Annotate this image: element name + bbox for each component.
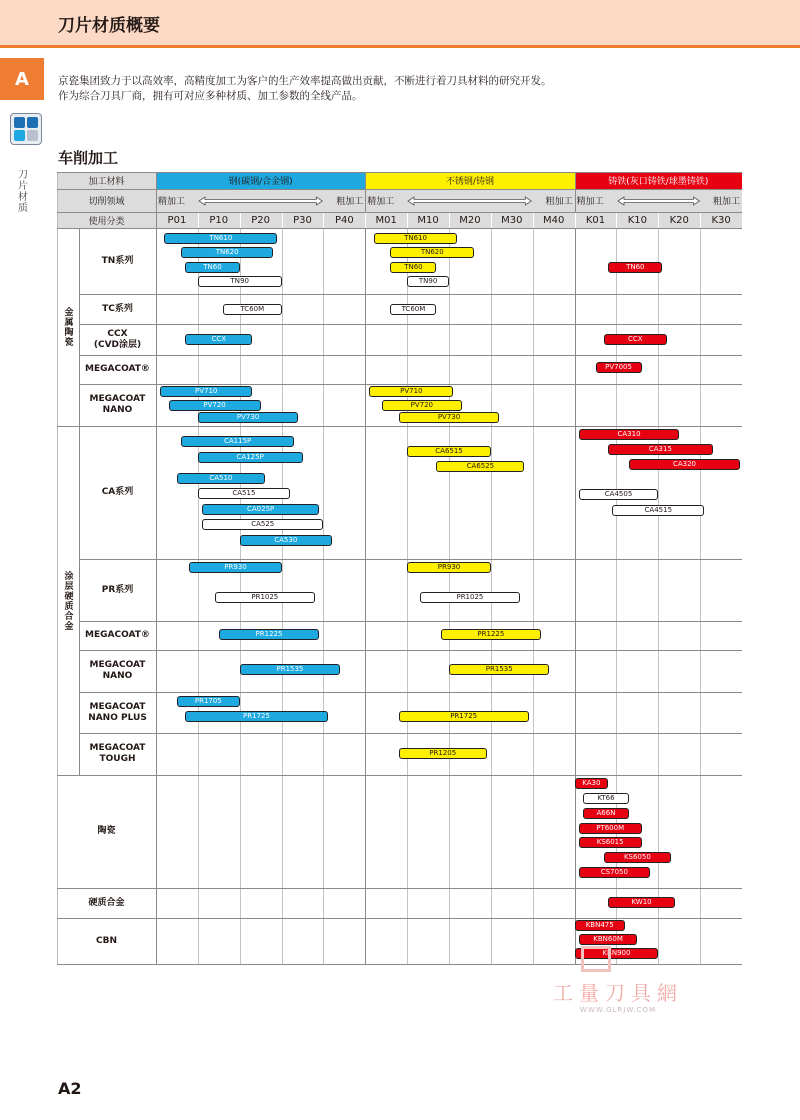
- grade-bar: PR1535: [240, 664, 340, 675]
- grade-bar: CS7050: [579, 867, 650, 878]
- group-label: [57, 228, 79, 426]
- grid-line: [79, 384, 742, 385]
- grid-line: [57, 888, 742, 889]
- header-divider: [240, 212, 241, 228]
- intro-line: 作为综合刀具厂商，拥有可对应多种材质、加工参数的全线产品。: [58, 90, 363, 102]
- grade-bar: PR930: [407, 562, 491, 573]
- grade-bar: CA525: [202, 519, 323, 530]
- grid-line: [57, 172, 742, 173]
- row-label: TC系列: [102, 303, 133, 314]
- class-code: K20: [669, 214, 689, 226]
- grade-bar: PR1025: [215, 592, 315, 603]
- header-divider: [449, 212, 450, 228]
- page-number: A2: [58, 1079, 82, 1098]
- grade-bar: TN90: [198, 276, 282, 287]
- header-divider: [533, 212, 534, 228]
- grade-bar: CA6515: [407, 446, 491, 457]
- header-divider: [282, 212, 283, 228]
- class-code: M40: [542, 214, 565, 226]
- grade-bar: PR1205: [399, 748, 487, 759]
- class-code: M20: [459, 214, 481, 226]
- row-label: TN系列: [101, 255, 134, 266]
- grade-bar: PR1225: [441, 629, 541, 640]
- insert-grade-table: [57, 172, 742, 964]
- region-fine-label: 精加工: [158, 197, 186, 207]
- grade-bar: KBN60M: [579, 934, 638, 945]
- group-label-text: 金属陶瓷: [62, 307, 73, 347]
- grade-bar: TN610: [164, 233, 277, 244]
- grade-bar: KBN475: [575, 920, 625, 931]
- grid-line: [79, 692, 742, 693]
- grade-bar: KS6050: [604, 852, 671, 863]
- grade-bar: TN60: [608, 262, 662, 273]
- grade-bar: CA315: [608, 444, 713, 455]
- side-chapter-label: 刀片材质: [18, 170, 28, 214]
- grade-bar: CCX: [185, 334, 252, 345]
- class-code: M10: [417, 214, 439, 226]
- row-label: MEGACOAT NANO: [89, 660, 146, 681]
- header-divider: [198, 212, 199, 228]
- grid-line: [79, 324, 742, 325]
- watermark-text: 工量刀具網: [553, 981, 683, 1005]
- grid-line: [57, 426, 742, 427]
- row-label: 陶瓷: [97, 826, 116, 836]
- region-rough-label: 粗加工: [336, 197, 364, 207]
- intro-text: [58, 74, 778, 104]
- table-header-region: 切削领域: [57, 189, 156, 212]
- material-header: 铸铁(灰口铸铁/球墨铸铁): [575, 172, 742, 189]
- material-header: 钢(碳钢/合金钢): [156, 172, 365, 189]
- table-header-material: 加工材料: [57, 172, 156, 189]
- grade-bar: PT600M: [579, 823, 642, 834]
- grid-line: [79, 559, 742, 560]
- grade-bar: TN620: [181, 247, 273, 258]
- class-code: P01: [167, 214, 187, 226]
- grade-bar: CA115P: [181, 436, 294, 447]
- grade-bar: PV720: [382, 400, 462, 411]
- row-label: CA系列: [101, 487, 134, 497]
- region-arrow-icon: [198, 196, 323, 206]
- grade-bar: A66N: [583, 808, 629, 819]
- row-label: PR系列: [101, 584, 134, 595]
- grade-bar: CA4505: [579, 489, 659, 500]
- grid-line: [57, 212, 742, 213]
- grade-bar: PV730: [399, 412, 499, 423]
- grade-bar: PR1535: [449, 664, 549, 675]
- grade-bar: TN610: [374, 233, 458, 244]
- watermark: [538, 977, 698, 1014]
- grid-line: [79, 733, 742, 734]
- grade-bar: TN90: [407, 276, 449, 287]
- grid-line: [57, 964, 742, 965]
- grid-line: [79, 294, 742, 295]
- grade-bar: PR1705: [177, 696, 240, 707]
- region-fine-label: 精加工: [367, 197, 395, 207]
- grade-bar: PV7005: [596, 362, 642, 373]
- table-header-class: 使用分类: [57, 212, 156, 228]
- grade-bar: KBN900: [575, 948, 659, 959]
- grade-bar: CA125P: [198, 452, 303, 463]
- header-divider: [491, 212, 492, 228]
- row-label: MEGACOAT NANO PLUS: [88, 701, 147, 723]
- row-label: 硬质合金: [88, 897, 125, 908]
- group-label-text: 涂层硬质合金: [62, 570, 73, 631]
- grade-bar: PR1725: [185, 711, 327, 722]
- row-label: CBN: [96, 935, 117, 946]
- region-rough-label: 粗加工: [545, 197, 573, 207]
- row-label: MEGACOAT TOUGH: [89, 743, 146, 764]
- grid-line: [156, 172, 157, 964]
- grade-bar: TN60: [390, 262, 436, 273]
- row-label: CCX (CVD涂层): [93, 328, 142, 350]
- grade-bar: CA6525: [436, 461, 524, 472]
- row-label: MEGACOAT®: [85, 364, 150, 374]
- grade-bar: KS6015: [579, 837, 642, 848]
- grade-bar: KT66: [583, 793, 629, 804]
- intro-line: 京瓷集团致力于以高效率，高精度加工为客户的生产效率提高做出贡献，不断进行着刀具材料的研究开发。: [58, 75, 552, 87]
- grid-line: [57, 228, 742, 229]
- grade-bar: TN620: [390, 247, 474, 258]
- region-arrow-icon: [407, 196, 532, 206]
- insert-category-icon: [10, 113, 42, 145]
- header-divider: [658, 212, 659, 228]
- grade-bar: CA515: [198, 488, 290, 499]
- grade-bar: CA4515: [612, 505, 704, 516]
- page-title: 刀片材质概要: [58, 16, 160, 36]
- grade-bar: PV730: [198, 412, 298, 423]
- grade-bar: CA510: [177, 473, 265, 484]
- class-code: K30: [711, 214, 731, 226]
- grid-line: [79, 355, 742, 356]
- section-tab: A: [0, 58, 44, 100]
- header-divider: [575, 212, 576, 228]
- class-code: P10: [209, 214, 229, 226]
- class-code: K10: [627, 214, 648, 226]
- grade-bar: CA310: [579, 429, 679, 440]
- grade-bar: PV710: [160, 386, 252, 397]
- class-code: P30: [293, 214, 312, 226]
- grade-bar: CA320: [629, 459, 740, 470]
- class-code: M01: [375, 214, 397, 226]
- header-divider: [616, 212, 617, 228]
- grade-bar: KW10: [608, 897, 675, 908]
- grade-bar: CA025P: [202, 504, 319, 515]
- grid-line: [79, 621, 742, 622]
- grade-bar: PV720: [169, 400, 261, 411]
- grid-line: [575, 172, 576, 964]
- grid-line: [57, 189, 742, 190]
- region-arrow-icon: [617, 196, 700, 206]
- grade-bar: KA30: [575, 778, 608, 789]
- grid-line: [365, 172, 366, 964]
- grade-bar: TC60M: [390, 304, 436, 315]
- class-code: P20: [251, 214, 271, 226]
- grid-line: [57, 918, 742, 919]
- grid-line: [57, 775, 742, 776]
- grade-bar: TC60M: [223, 304, 282, 315]
- header-divider: [700, 212, 701, 228]
- class-code: M30: [501, 214, 523, 226]
- watermark-logo-icon: [581, 946, 611, 972]
- watermark-url: WWW.GLRJW.COM: [579, 1006, 657, 1014]
- header-divider: [365, 212, 366, 228]
- grade-bar: PR1725: [399, 711, 529, 722]
- grade-bar: CA530: [240, 535, 332, 546]
- grade-bar: CCX: [604, 334, 667, 345]
- grade-bar: PR930: [189, 562, 281, 573]
- class-code: P40: [334, 214, 354, 226]
- grid-line: [79, 650, 742, 651]
- grade-bar: PR1225: [219, 629, 319, 640]
- class-code: K01: [585, 214, 606, 226]
- grade-bar: TN60: [185, 262, 239, 273]
- row-label: MEGACOAT NANO: [89, 394, 146, 415]
- section-subtitle: 车削加工: [58, 149, 119, 167]
- material-header: 不锈钢/铸钢: [365, 172, 574, 189]
- row-label: MEGACOAT®: [85, 630, 150, 640]
- grade-bar: PV710: [369, 386, 453, 397]
- header-divider: [407, 212, 408, 228]
- region-rough-label: 粗加工: [713, 197, 741, 207]
- header-divider: [323, 212, 324, 228]
- grade-bar: PR1025: [420, 592, 520, 603]
- group-label: [57, 426, 79, 775]
- region-fine-label: 精加工: [576, 197, 604, 207]
